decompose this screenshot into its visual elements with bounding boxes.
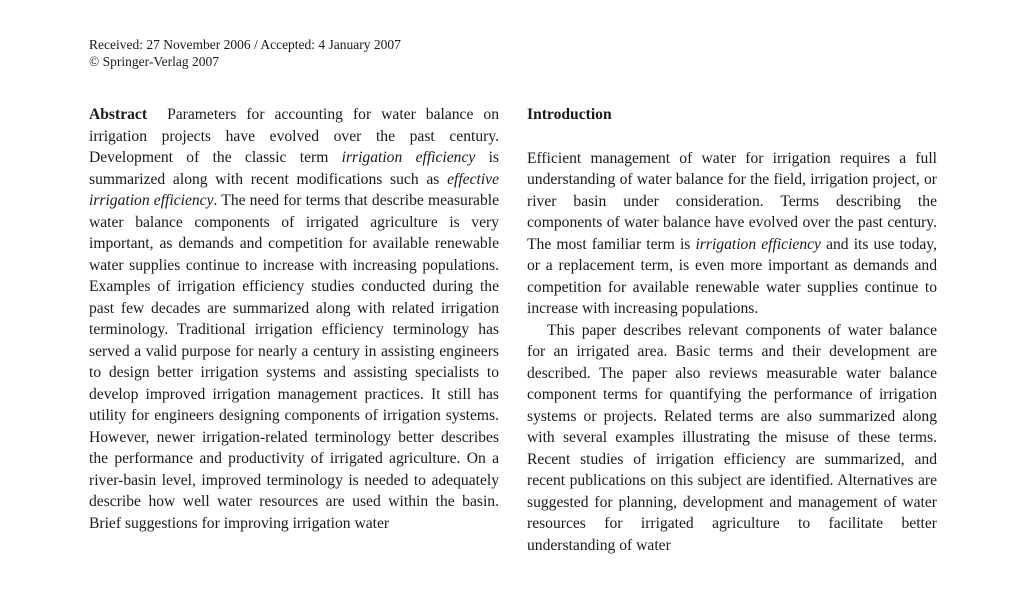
abstract-paragraph (89, 104, 499, 534)
copyright-line: © Springer-Verlag 2007 (89, 54, 219, 69)
introduction-paragraph-2: This paper describes relevant components of water balance for an irrigated area. Basic terms and their development are described. The paper also reviews measurable water balance component terms for quantifying the performance of irrigation systems or projects. Related terms are also summarized along with several examples illustrating the misuse of these terms. Recent studies of irrigation efficiency are summarized, and recent publications on this subject are identified. Alternatives are suggested for planning, development and management of water resources for irrigated agriculture to facilitate better understanding of water (527, 321, 937, 554)
intro-emphasis-irrigation-efficiency: irrigation efficiency (695, 235, 821, 253)
abstract-text: Parameters for accounting for water balance on irrigation projects have evolved over the past century. Development of the classic term (89, 106, 500, 166)
article-header (89, 36, 401, 70)
abstract-column (89, 104, 499, 534)
received-accepted-line: Received: 27 November 2006 / Accepted: 4 January 2007 (89, 37, 401, 52)
introduction-heading: Introduction (527, 106, 612, 123)
intro-text: and its use today, or a replacement term, is even more important as demands and competition for available renewable water supplies continue to increase with increasing populations. (527, 235, 937, 317)
intro-text: Efficient management of water for irrigation requires a full understanding of water balance for the field, irrigation project, or river basin under consideration. Terms describing the components of water balance have evolved over the past century. The most familiar term is (527, 149, 937, 253)
abstract-heading: Abstract (89, 106, 148, 123)
abstract-text: . The need for terms that describe measurable water balance components of irrigated agriculture is very important, as demands and competition for available renewable water supplies continue to increase with increasing populations. Examples of irrigation efficiency studies conducted during the past few decades are summarized along with related irrigation terminology. Traditional irrigation efficiency terminology has served a valid purpose for nearly a century in assisting engineers to design better irrigation systems and assisting specialists to develop improved irrigation management practices. It still has utility for engineers designing components of irrigation systems. However, newer irrigation-related terminology better describes the performance and productivity of irrigated agriculture. On a river-basin level, improved terminology is needed to adequately describe how well water resources are used within the basin. Brief suggestions for improving irrigation water (89, 192, 499, 532)
introduction-paragraph-1 (527, 148, 937, 320)
abstract-emphasis-irrigation-efficiency: irrigation efficiency (341, 149, 476, 166)
introduction-column (527, 104, 937, 556)
abstract-emphasis-effective-irrigation-efficiency: effective irrigation efficiency (89, 170, 499, 209)
abstract-text: is summarized along with recent modifications such as (89, 149, 499, 188)
